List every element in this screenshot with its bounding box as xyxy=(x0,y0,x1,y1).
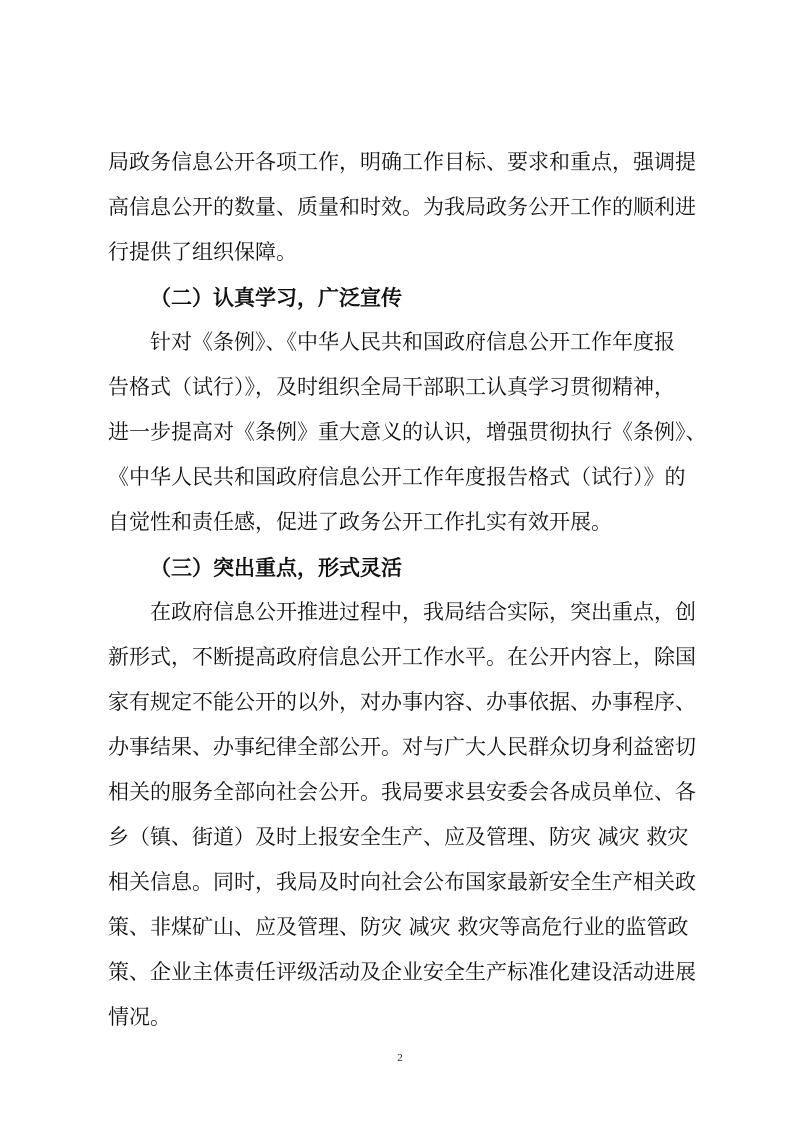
text-line: 乡（镇、街道）及时上报安全生产、应及管理、防灾 减灾 救灾 xyxy=(108,825,689,849)
paragraph-study xyxy=(108,320,708,545)
text-line: 在政府信息公开推进过程中，我局结合实际，突出重点，创 xyxy=(150,600,696,624)
text-line: 策、非煤矿山、应及管理、防灾 减灾 救灾等高危行业的监管政 xyxy=(108,915,689,939)
paragraph-focus xyxy=(108,590,708,1040)
text-line: 自觉性和责任感，促进了政务公开工作扎实有效开展。 xyxy=(108,510,612,534)
section-heading-study: （二）认真学习，广泛宣传 xyxy=(150,285,402,310)
text-line: 进一步提高对《条例》重大意义的认识，增强贯彻执行《条例》、 xyxy=(108,420,707,444)
text-line: 新形式，不断提高政府信息公开工作水平。在公开内容上，除国 xyxy=(108,645,696,669)
text-line: 情况。 xyxy=(108,1005,171,1029)
text-line: 针对《条例》、《中华人民共和国政府信息公开工作年度报 xyxy=(150,330,675,354)
text-line: 局政务信息公开各项工作，明确工作目标、要求和重点，强调提 xyxy=(108,150,696,174)
text-line: 《中华人民共和国政府信息公开工作年度报告格式（试行）》的 xyxy=(108,465,686,489)
page-number: 2 xyxy=(397,1052,403,1064)
text-line: 相关信息。同时，我局及时向社会公布国家最新安全生产相关政 xyxy=(108,870,696,894)
section-heading-focus: （三）突出重点，形式灵活 xyxy=(150,555,402,580)
text-line: 办事结果、办事纪律全部公开。对与广大人民群众切身利益密切 xyxy=(108,735,696,759)
text-line: 告格式（试行）》，及时组织全局干部职工认真学习贯彻精神， xyxy=(108,375,675,399)
text-line: 高信息公开的数量、质量和时效。为我局政务公开工作的顺利进 xyxy=(108,195,696,219)
text-line: 相关的服务全部向社会公开。我局要求县安委会各成员单位、各 xyxy=(108,780,696,804)
text-line: 策、企业主体责任评级活动及企业安全生产标准化建设活动进展 xyxy=(108,960,696,984)
document-body xyxy=(108,140,708,1040)
text-line: 行提供了组织保障。 xyxy=(108,240,297,264)
paragraph-org-guarantee xyxy=(108,140,708,275)
text-line: 家有规定不能公开的以外，对办事内容、办事依据、办事程序、 xyxy=(108,690,696,714)
